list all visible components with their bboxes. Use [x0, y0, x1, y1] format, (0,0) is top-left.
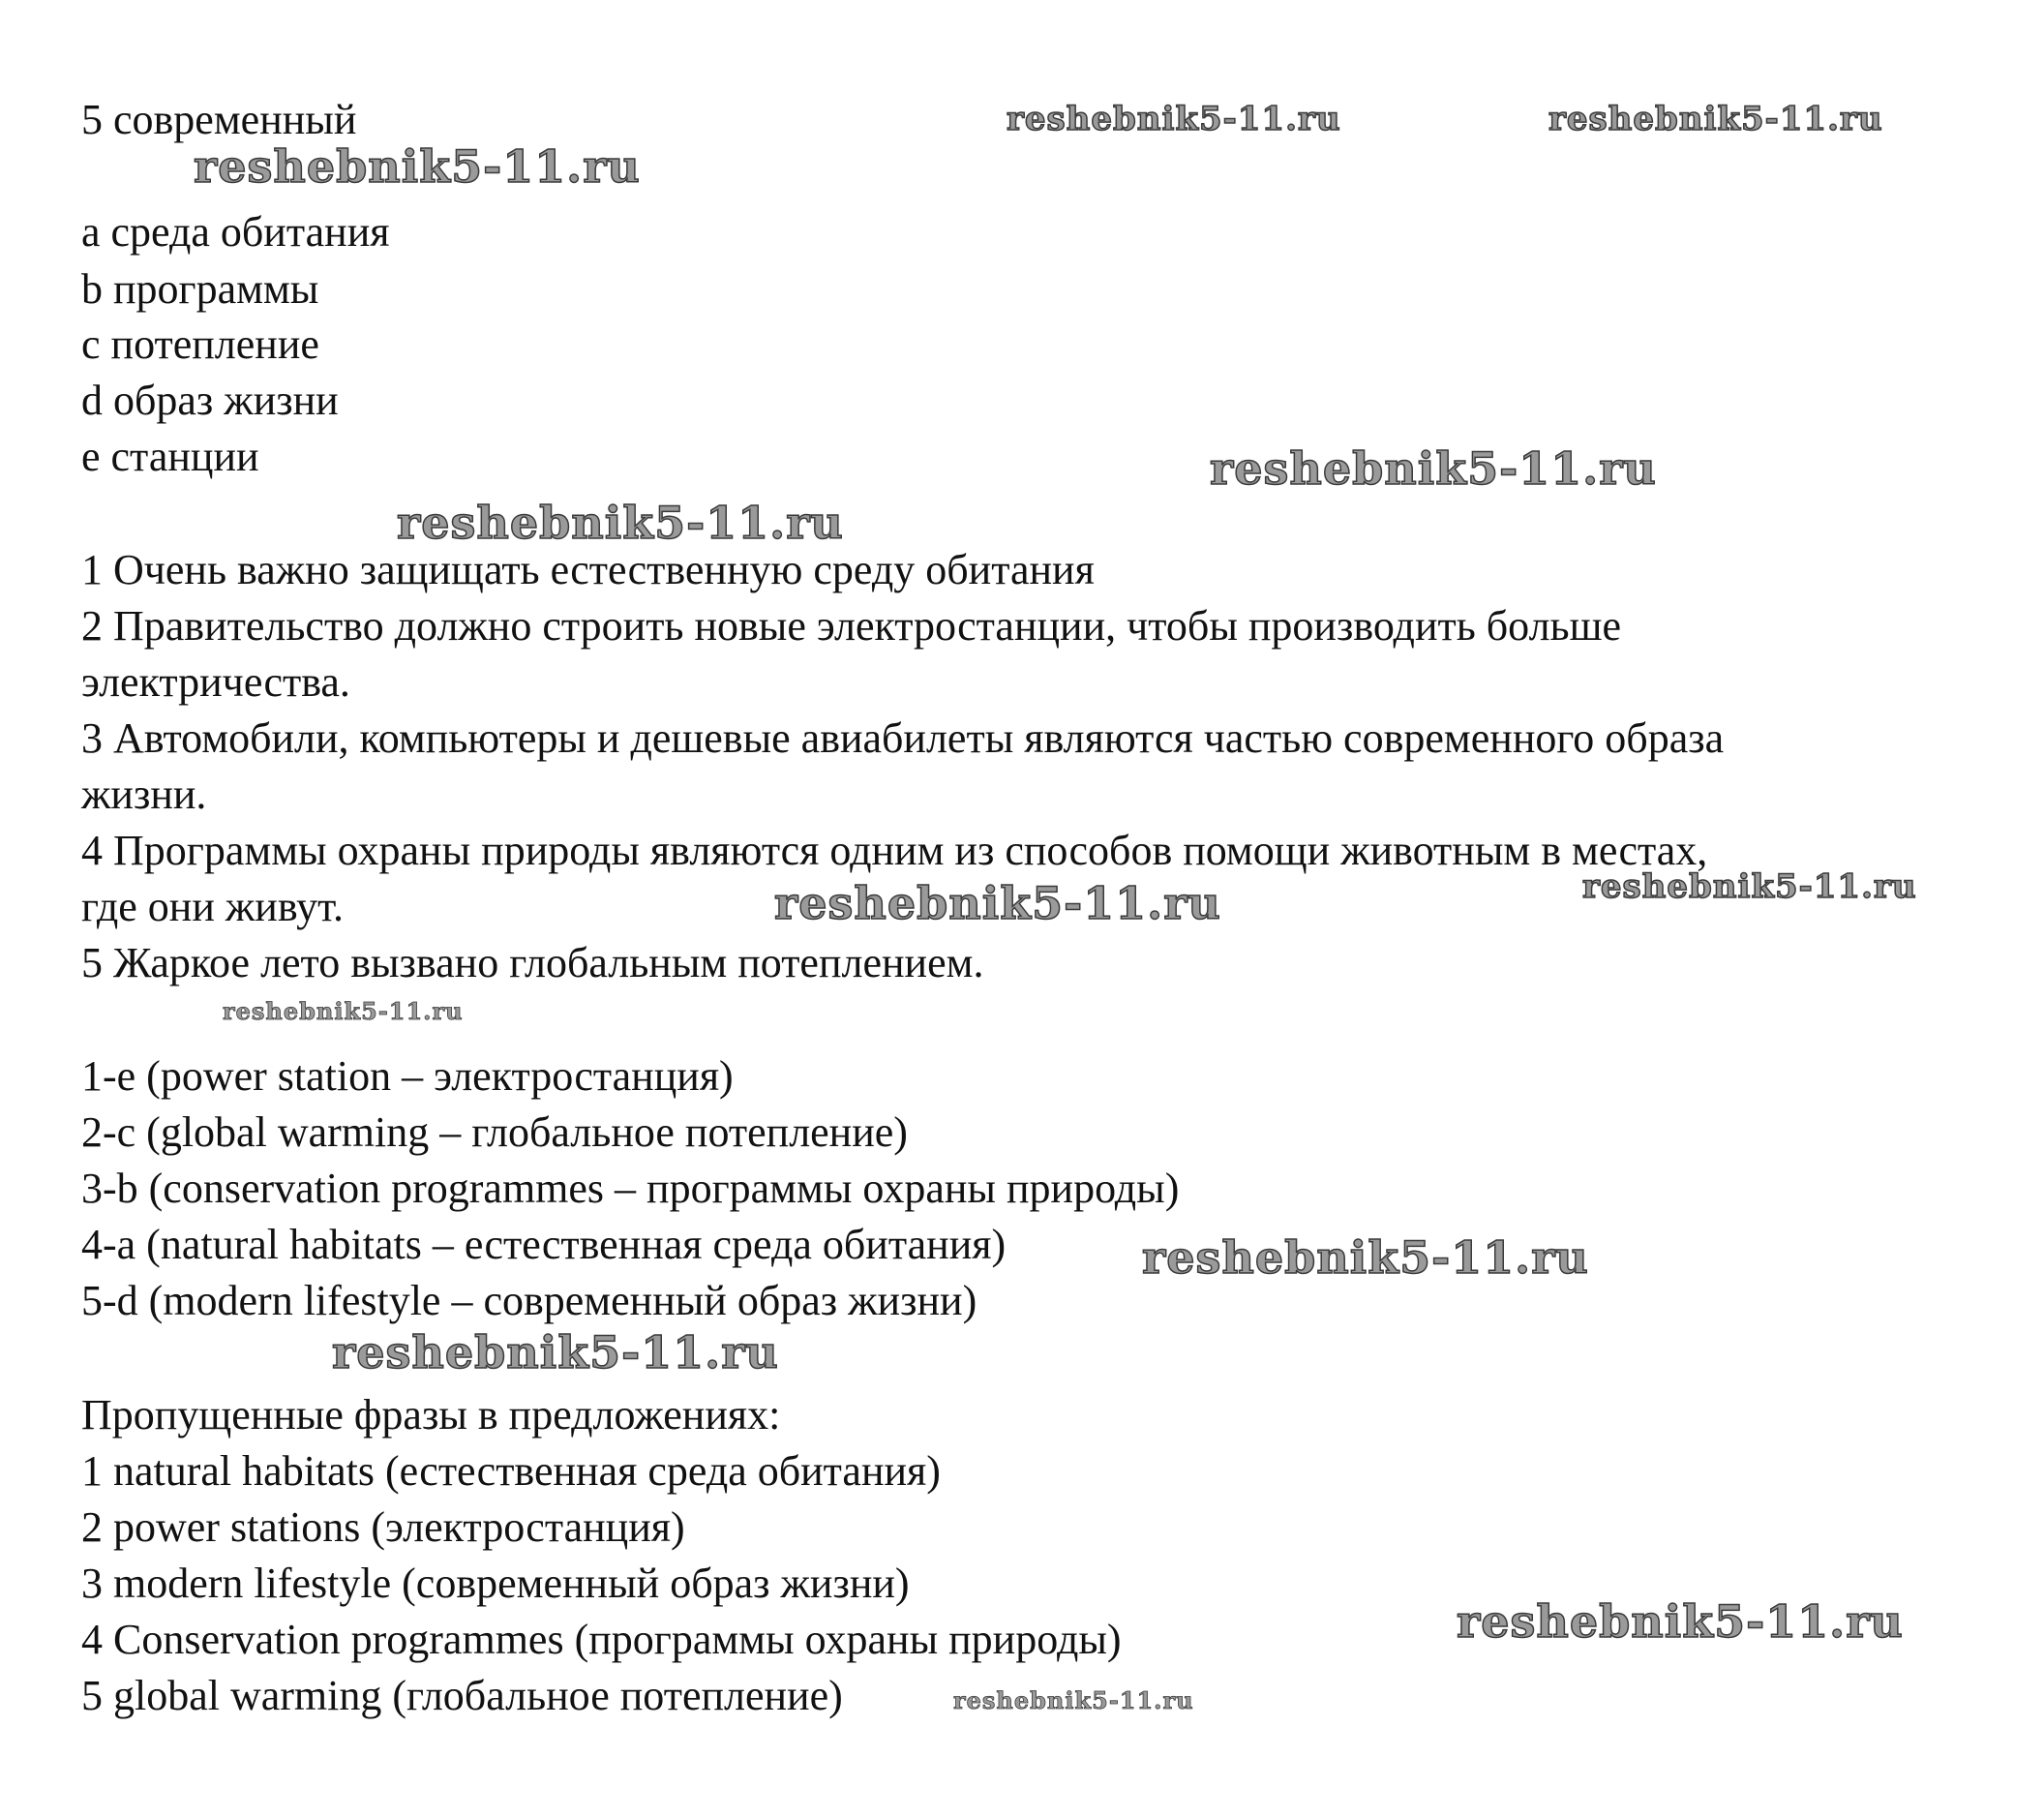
watermark: reshebnik5-11.ru	[1142, 1231, 1589, 1284]
sentence-1: 1 Очень важно защищать естественную среду обитания	[81, 546, 1095, 593]
watermark: reshebnik5-11.ru	[223, 997, 464, 1025]
missing-phrase-5: 5 global warming (глобальное потепление)	[81, 1672, 843, 1719]
sentence-2-cont: электричества.	[81, 658, 350, 706]
match-3: 3-b (conservation programmes – программы охраны природы)	[81, 1165, 1180, 1212]
sentence-4: 4 Программы охраны природы являются одним из способов помощи животным в местах,	[81, 827, 1708, 874]
watermark: reshebnik5-11.ru	[332, 1326, 779, 1379]
watermark: reshebnik5-11.ru	[1548, 100, 1883, 138]
word-item-a: a среда обитания	[81, 208, 390, 256]
word-item-c: c потепление	[81, 320, 319, 368]
missing-phrase-2: 2 power stations (электростанция)	[81, 1503, 685, 1551]
match-2: 2-c (global warming – глобальное потепление)	[81, 1108, 908, 1156]
missing-phrase-4: 4 Conservation programmes (программы охраны природы)	[81, 1616, 1122, 1663]
section-header: 5 современный	[81, 96, 357, 143]
missing-phrase-1: 1 natural habitats (естественная среда обитания)	[81, 1447, 941, 1495]
watermark: reshebnik5-11.ru	[774, 877, 1221, 929]
watermark: reshebnik5-11.ru	[953, 1686, 1194, 1714]
word-item-e: e станции	[81, 433, 259, 480]
sentence-3-cont: жизни.	[81, 771, 207, 818]
sentence-3: 3 Автомобили, компьютеры и дешевые авиабилеты являются частью современного образа	[81, 714, 1725, 762]
word-item-d: d образ жизни	[81, 377, 339, 424]
watermark: reshebnik5-11.ru	[1210, 442, 1657, 495]
watermark: reshebnik5-11.ru	[1457, 1595, 1904, 1648]
match-4: 4-a (natural habitats – естественная среда обитания)	[81, 1221, 1007, 1268]
watermark: reshebnik5-11.ru	[397, 497, 844, 549]
missing-phrases-heading: Пропущенные фразы в предложениях:	[81, 1391, 781, 1439]
watermark: reshebnik5-11.ru	[1582, 867, 1917, 906]
match-1: 1-e (power station – электростанция)	[81, 1052, 734, 1100]
watermark: reshebnik5-11.ru	[194, 140, 641, 193]
missing-phrase-3: 3 modern lifestyle (современный образ жизни)	[81, 1560, 910, 1607]
word-item-b: b программы	[81, 265, 319, 313]
sentence-4-cont: где они живут.	[81, 883, 345, 930]
match-5: 5-d (modern lifestyle – современный образ жизни)	[81, 1277, 977, 1324]
sentence-2: 2 Правительство должно строить новые электростанции, чтобы производить больше	[81, 602, 1622, 650]
sentence-5: 5 Жаркое лето вызвано глобальным потеплением.	[81, 939, 984, 986]
watermark: reshebnik5-11.ru	[1007, 100, 1341, 138]
